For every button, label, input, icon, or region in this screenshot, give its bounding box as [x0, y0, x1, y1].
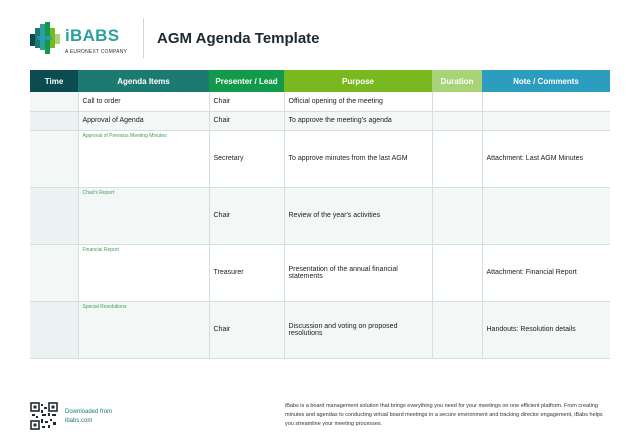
time-cell[interactable] [30, 244, 78, 301]
qr-code-icon[interactable] [30, 402, 58, 430]
page-title: AGM Agenda Template [157, 30, 320, 47]
header [30, 16, 610, 60]
duration-cell[interactable] [432, 130, 482, 187]
presenter-cell[interactable]: Chair [209, 301, 284, 358]
duration-cell[interactable] [432, 301, 482, 358]
note-cell[interactable] [482, 92, 610, 111]
duration-cell[interactable] [432, 111, 482, 130]
agenda-subitem-label: Financial Report [82, 246, 119, 253]
time-cell[interactable] [30, 301, 78, 358]
table-row [30, 244, 610, 301]
duration-cell[interactable] [432, 244, 482, 301]
duration-cell[interactable] [432, 92, 482, 111]
note-cell[interactable] [482, 187, 610, 244]
presenter-cell[interactable]: Treasurer [209, 244, 284, 301]
table-row [30, 187, 610, 244]
presenter-cell[interactable]: Chair [209, 111, 284, 130]
purpose-cell[interactable]: To approve the meeting's agenda [284, 111, 432, 130]
agenda-item-cell[interactable] [78, 301, 209, 358]
agenda-item-cell[interactable]: Approval of Agenda [78, 111, 209, 130]
header-time: Time [30, 70, 78, 92]
agenda-table [30, 70, 610, 359]
time-cell[interactable] [30, 130, 78, 187]
presenter-cell[interactable]: Chair [209, 92, 284, 111]
purpose-cell[interactable]: Presentation of the annual financial statements [284, 244, 432, 301]
duration-cell[interactable] [432, 187, 482, 244]
table-row [30, 92, 610, 111]
purpose-cell[interactable]: To approve minutes from the last AGM [284, 130, 432, 187]
header-duration: Duration [432, 70, 482, 92]
presenter-cell[interactable]: Secretary [209, 130, 284, 187]
note-cell[interactable]: Attachment: Financial Report [482, 244, 610, 301]
brand-name: iBABS [65, 26, 120, 45]
footer [30, 400, 610, 434]
download-link[interactable]: ibabs.com [65, 418, 93, 424]
agenda-item-cell[interactable] [78, 187, 209, 244]
purpose-cell[interactable]: Discussion and voting on proposed resolutions [284, 301, 432, 358]
agenda-item-cell[interactable] [78, 244, 209, 301]
table-row [30, 301, 610, 358]
header-divider [143, 18, 144, 58]
download-line-1: Downloaded from [65, 409, 113, 415]
purpose-cell[interactable]: Official opening of the meeting [284, 92, 432, 111]
brand-tagline: A EURONEXT COMPANY [65, 49, 128, 55]
agenda-subitem-label: Approval of Previous Meeting Minutes [82, 132, 167, 139]
note-cell[interactable] [482, 111, 610, 130]
time-cell[interactable] [30, 92, 78, 111]
download-note[interactable] [65, 408, 112, 426]
about-text: iBabs is a board management solution that brings everything you need for your meetings on one efficient platform. From creating minutes and agendas to conducting virtual board meetings in a secure environment and tracking director engagement, iBabs helps you streamline your meeting processes. [285, 403, 603, 427]
time-cell[interactable] [30, 111, 78, 130]
header-presenter: Presenter / Lead [209, 70, 284, 92]
agenda-subitem-label: Chair's Report [82, 189, 115, 196]
ibabs-logo[interactable] [30, 16, 140, 60]
ibabs-logo-mark-icon [30, 22, 60, 54]
agenda-item-cell[interactable]: Call to order [78, 92, 209, 111]
header-notes: Note / Comments [482, 70, 610, 92]
note-cell[interactable]: Attachment: Last AGM Minutes [482, 130, 610, 187]
table-row [30, 111, 610, 130]
table-row [30, 130, 610, 187]
table-header-row [30, 70, 610, 92]
header-agenda-items: Agenda Items [78, 70, 209, 92]
agenda-item-cell[interactable] [78, 130, 209, 187]
agenda-subitem-label: Special Resolutions [82, 303, 127, 310]
header-purpose: Purpose [284, 70, 432, 92]
note-cell[interactable]: Handouts: Resolution details [482, 301, 610, 358]
presenter-cell[interactable]: Chair [209, 187, 284, 244]
time-cell[interactable] [30, 187, 78, 244]
purpose-cell[interactable]: Review of the year's activities [284, 187, 432, 244]
